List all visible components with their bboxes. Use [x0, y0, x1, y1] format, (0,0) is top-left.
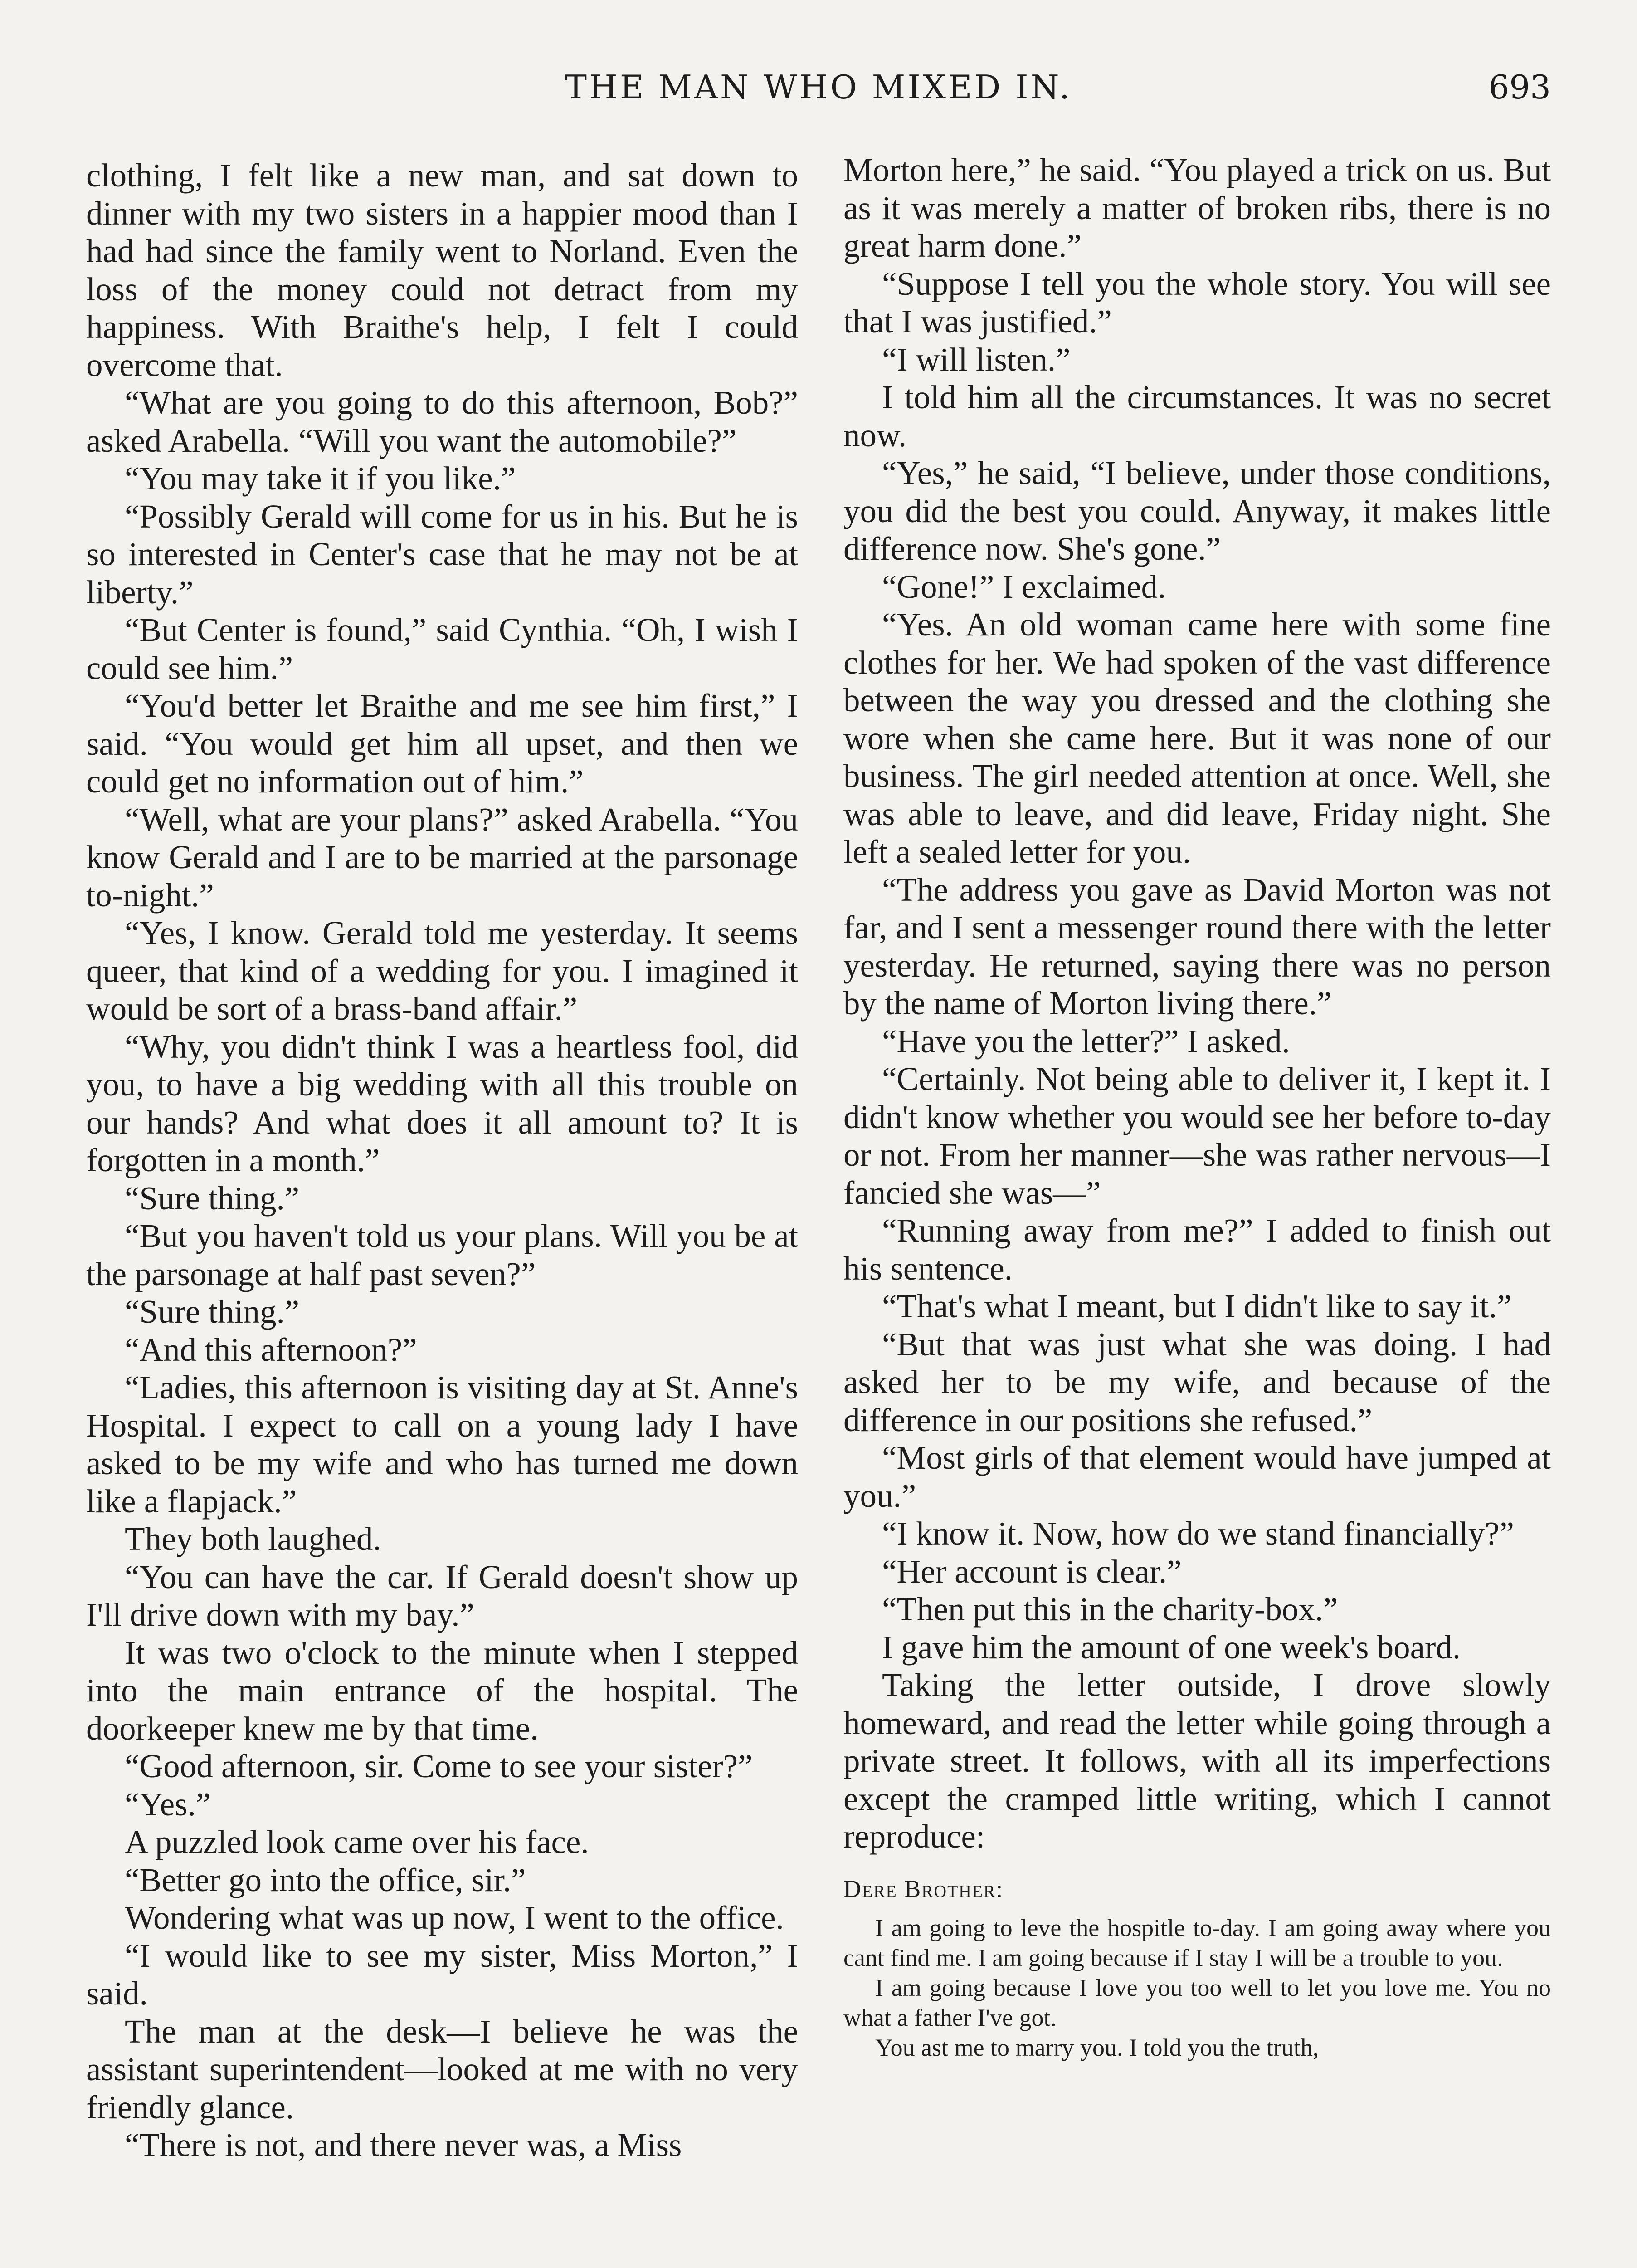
- letter-paragraph: I am going because I love you too well to let you love me. You no what a father I've got.: [843, 1974, 1551, 2031]
- paragraph: “Gone!” I exclaimed.: [882, 568, 1166, 605]
- paragraph: “Then put this in the charity-box.”: [882, 1591, 1338, 1628]
- paragraph: “You can have the car. If Gerald doesn't show up I'll drive down with my bay.”: [86, 1558, 798, 1633]
- paragraph: “Sure thing.”: [125, 1293, 300, 1330]
- paragraph: “I would like to see my sister, Miss Morton,” I said.: [86, 1937, 798, 2012]
- paragraph: “But Center is found,” said Cynthia. “Oh, I wish I could see him.”: [86, 611, 798, 686]
- right-column: [843, 151, 1551, 2063]
- paragraph: I told him all the circumstances. It was no secret now.: [843, 379, 1551, 454]
- paragraph: “Possibly Gerald will come for us in his. But he is so interested in Center's case that he may not be at liberty.”: [86, 498, 798, 611]
- paragraph: Morton here,” he said. “You played a trick on us. But as it was merely a matter of broken ribs, there is no great harm done.”: [843, 152, 1551, 264]
- left-column: [86, 156, 798, 2164]
- letter-paragraph: You ast me to marry you. I told you the truth,: [875, 2033, 1319, 2061]
- letter-excerpt: [843, 1874, 1551, 2063]
- paragraph: “Yes. An old woman came here with some fine clothes for her. We had spoken of the vast difference between the way you dressed and the clothing she wore when she came here. But it was none of our business. The girl needed attention at once. Well, she was able to leave, and did leave, Friday night. She left a sealed letter for you.: [843, 606, 1551, 870]
- paragraph: “Running away from me?” I added to finish out his sentence.: [843, 1212, 1551, 1287]
- paragraph: “And this afternoon?”: [125, 1331, 417, 1368]
- paragraph: “I will listen.”: [882, 341, 1071, 378]
- paragraph: “Yes,” he said, “I believe, under those conditions, you did the best you could. Anyway, it makes little difference now. She's gone.”: [843, 455, 1551, 567]
- paragraph: “Her account is clear.”: [882, 1553, 1182, 1590]
- letter-salutation: Dere Brother:: [843, 1875, 1004, 1902]
- paragraph: “Certainly. Not being able to deliver it, I kept it. I didn't know whether you would see her before to-day or not. From her manner—she was rather nervous—I fancied she was—”: [843, 1061, 1551, 1211]
- paragraph: Wondering what was up now, I went to the office.: [125, 1899, 784, 1936]
- paragraph: “But that was just what she was doing. I had asked her to be my wife, and because of the difference in our positions she refused.”: [843, 1325, 1551, 1438]
- paragraph: “What are you going to do this afternoon, Bob?” asked Arabella. “Will you want the automobile?”: [86, 384, 798, 459]
- paragraph: “Most girls of that element would have jumped at you.”: [843, 1439, 1551, 1514]
- paragraph: “Well, what are your plans?” asked Arabella. “You know Gerald and I are to be married at the parsonage to-night.”: [86, 801, 798, 914]
- paragraph: “Yes.”: [125, 1785, 211, 1823]
- paragraph: I gave him the amount of one week's board.: [882, 1628, 1461, 1666]
- page-header: [0, 64, 1637, 118]
- paragraph: “There is not, and there never was, a Miss: [125, 2126, 682, 2163]
- running-title: THE MAN WHO MIXED IN.: [565, 68, 1072, 106]
- paragraph: clothing, I felt like a new man, and sat down to dinner with my two sisters in a happier mood than I had had since the family went to Norland. Even the loss of the money could not detract from my happiness. With Braithe's help, I felt I could overcome that.: [86, 157, 798, 383]
- paragraph: “Yes, I know. Gerald told me yesterday. It seems queer, that kind of a wedding for you. I imagined it would be sort of a brass-band affair.”: [86, 914, 798, 1027]
- paragraph: “Have you the letter?” I asked.: [882, 1022, 1290, 1060]
- paragraph: “The address you gave as David Morton was not far, and I sent a messenger round there with the letter yesterday. He returned, saying there was no person by the name of Morton living there.”: [843, 871, 1551, 1022]
- page-number: 693: [1488, 68, 1551, 106]
- paragraph: “Sure thing.”: [125, 1179, 300, 1217]
- paragraph: “But you haven't told us your plans. Will you be at the parsonage at half past seven?”: [86, 1217, 798, 1292]
- paragraph: “Ladies, this afternoon is visiting day at St. Anne's Hospital. I expect to call on a young lady I have asked to be my wife and who has turned me down like a flapjack.”: [86, 1369, 798, 1520]
- paragraph: “You may take it if you like.”: [125, 460, 516, 497]
- paragraph: It was two o'clock to the minute when I stepped into the main entrance of the hospital. The doorkeeper knew me by that time.: [86, 1634, 798, 1747]
- paragraph: Taking the letter outside, I drove slowly homeward, and read the letter while going through a private street. It follows, with all its imperfections except the cramped little writing, which I cannot reproduce:: [843, 1667, 1551, 1855]
- paragraph: They both laughed.: [125, 1520, 381, 1557]
- letter-paragraph: I am going to leve the hospitle to-day. I am going away where you cant find me. I am going because if I stay I will be a trouble to you.: [843, 1914, 1551, 1971]
- paragraph: “Good afternoon, sir. Come to see your sister?”: [125, 1748, 753, 1784]
- paragraph: “Why, you didn't think I was a heartless fool, did you, to have a big wedding with all this trouble on our hands? And what does it all amount to? It is forgotten in a month.”: [86, 1028, 798, 1178]
- paragraph: “You'd better let Braithe and me see him first,” I said. “You would get him all upset, and then we could get no information out of him.”: [86, 687, 798, 800]
- paragraph: “That's what I meant, but I didn't like to say it.”: [882, 1288, 1512, 1325]
- paragraph: “Better go into the office, sir.”: [125, 1861, 526, 1898]
- paragraph: “I know it. Now, how do we stand financially?”: [882, 1515, 1515, 1552]
- paragraph: “Suppose I tell you the whole story. You will see that I was justified.”: [843, 265, 1551, 340]
- paragraph: A puzzled look came over his face.: [125, 1823, 589, 1860]
- paragraph: The man at the desk—I believe he was the assistant superintendent—looked at me with no very friendly glance.: [86, 2013, 798, 2126]
